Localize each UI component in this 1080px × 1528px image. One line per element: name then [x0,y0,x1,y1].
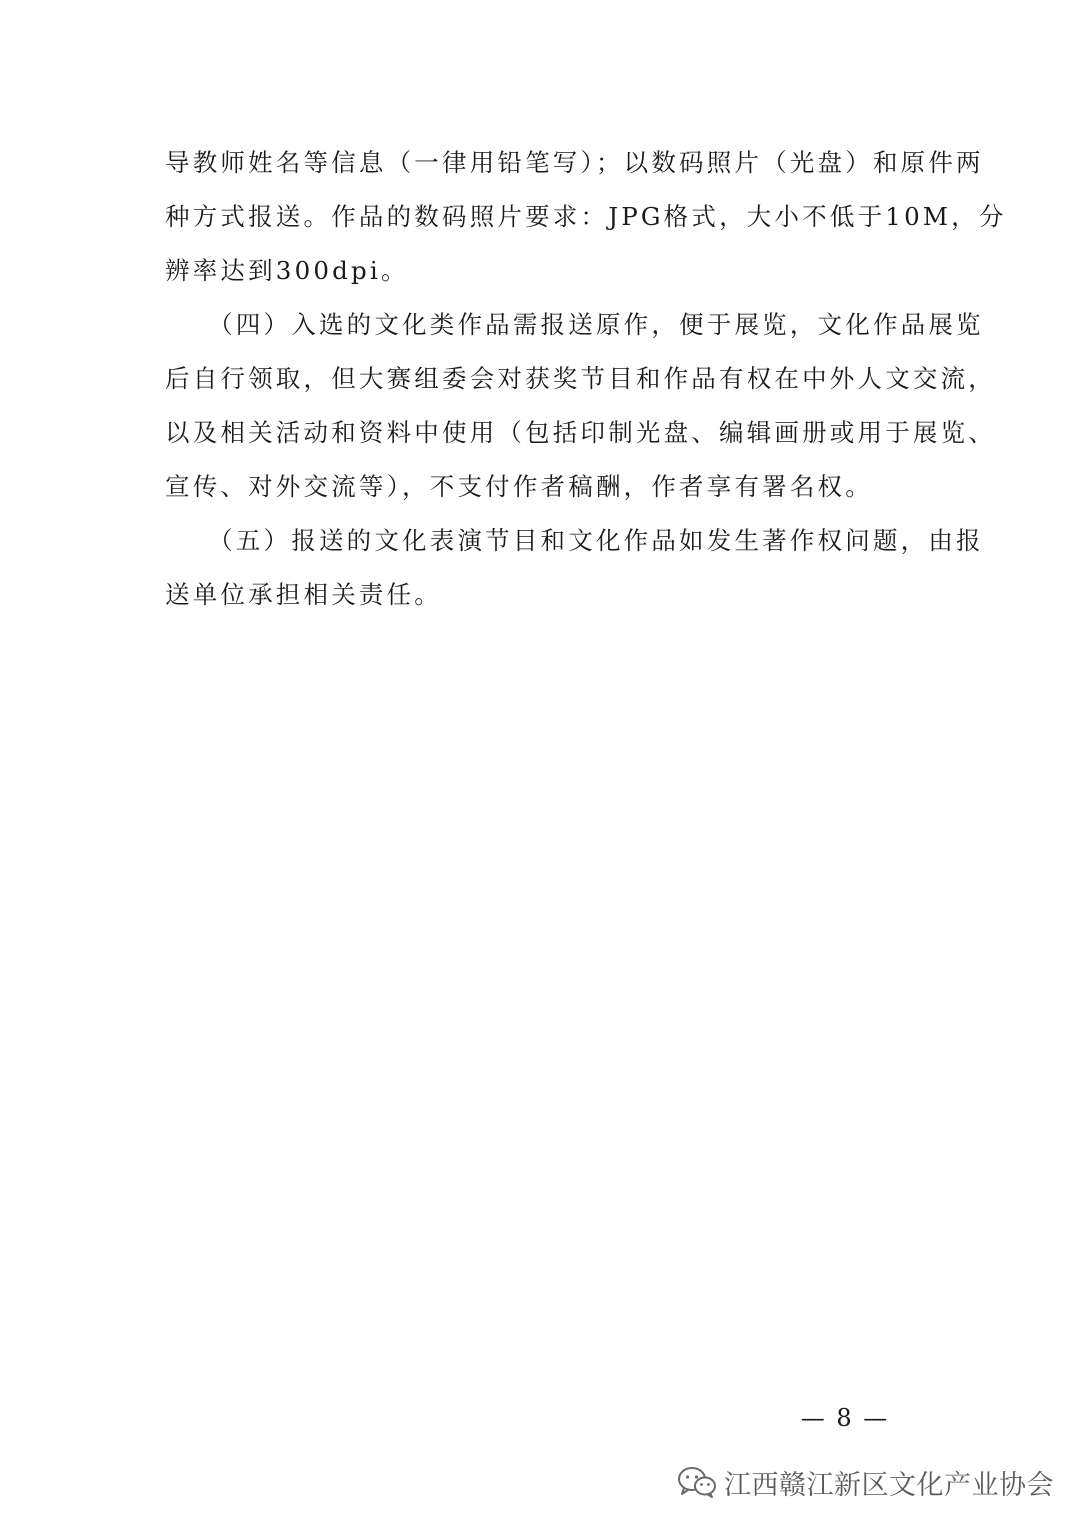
page-number: — 8 — [800,1404,890,1432]
text-line: 以及相关活动和资料中使用（包括印制光盘、编辑画册或用于展览、 [165,418,996,447]
text-line: （五）报送的文化表演节目和文化作品如发生著作权问题，由报 [165,526,984,555]
text-line: 辨率达到300dpi。 [165,256,409,285]
body-text [165,140,1007,626]
text-line: （四）入选的文化类作品需报送原作，便于展览，文化作品展览 [165,310,984,339]
text-line: 宣传、对外交流等），不支付作者稿酬，作者享有署名权。 [165,472,873,501]
text-line: 导教师姓名等信息（一律用铅笔写）；以数码照片（光盘）和原件两 [165,148,984,177]
watermark [676,1462,1054,1502]
text-line: 后自行领取，但大赛组委会对获奖节目和作品有权在中外人文交流， [165,364,996,393]
text-line: 种方式报送。作品的数码照片要求：JPG格式，大小不低于10M，分 [165,202,1007,231]
text-line: 送单位承担相关责任。 [165,580,442,609]
wechat-icon [676,1465,718,1499]
watermark-text: 江西赣江新区文化产业协会 [724,1469,1054,1501]
